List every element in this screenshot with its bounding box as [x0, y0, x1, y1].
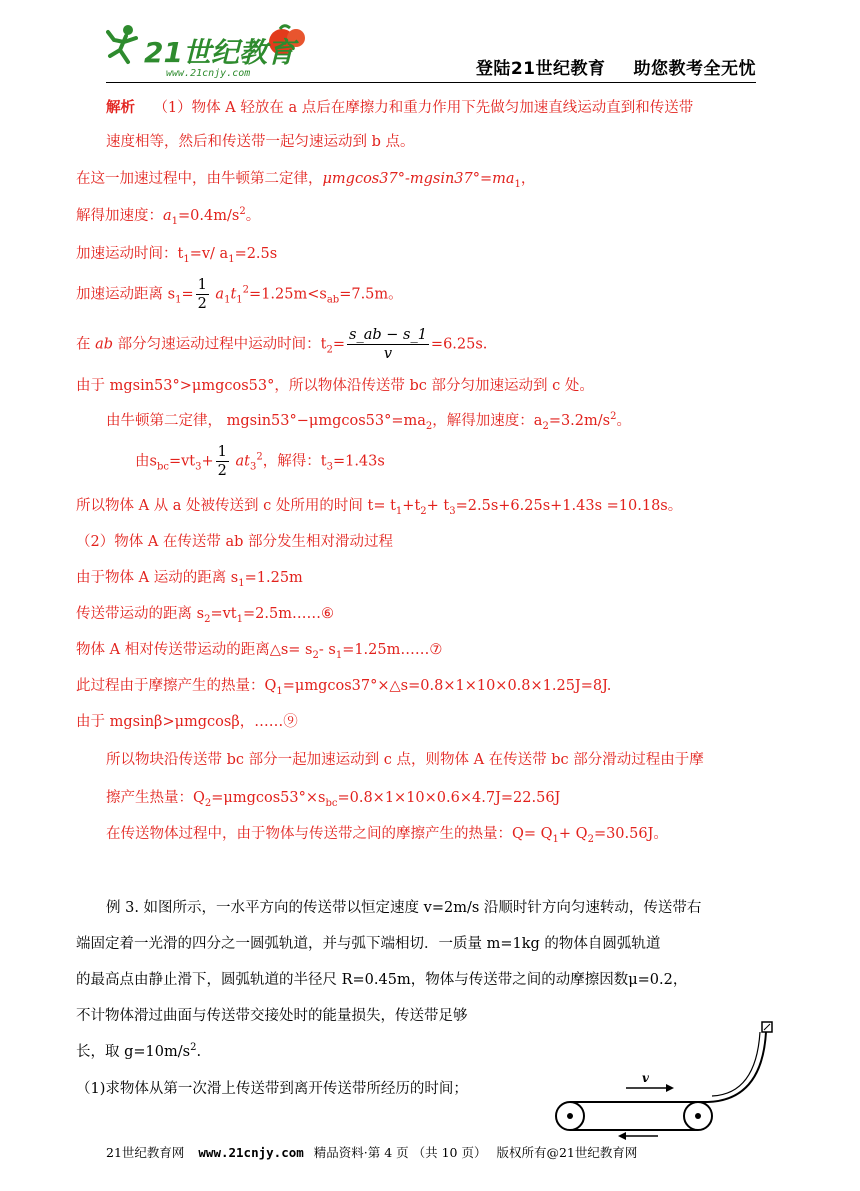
numerator: 1 [217, 444, 227, 460]
footer-page-info: 精品资料·第 4 页 （共 10 页） [313, 1145, 487, 1160]
solution-line-17: 由于 mgsinβ>μmgcosβ，……⑨ [76, 714, 298, 730]
denominator: v [383, 346, 393, 362]
solution-line-10 [135, 443, 385, 480]
header-slogan [476, 54, 756, 79]
text: ，解得：t [262, 453, 327, 470]
subscript: 1 [276, 685, 283, 697]
subscript: 2 [587, 833, 594, 845]
text: 物体 A 相对传送带运动的距离△s= s [76, 642, 313, 658]
subscript: 1 [514, 178, 521, 190]
footer-left: 21世纪教育网 [106, 1145, 185, 1160]
example-line-2: 端固定着一光滑的四分之一圆弧轨道，并与弧下端相切．一质量 m=1kg 的物体自圆弧轨道 [76, 936, 661, 952]
numerator: 1 [197, 277, 207, 293]
subscript: 2 [420, 505, 427, 517]
slogan-right: 助您教考全无忧 [633, 59, 756, 79]
arc-track-inner [712, 1032, 760, 1096]
text: =vt [210, 606, 237, 622]
subscript: 2 [425, 420, 433, 432]
formula: a [210, 286, 225, 303]
logo-url: www.21cnjy.com [166, 68, 251, 79]
text: 在这一加速过程中，由牛顿第二定律， [76, 171, 323, 187]
text: 擦产生热量：Q [106, 790, 205, 806]
text: 解得加速度： [76, 208, 163, 224]
page-footer [106, 1143, 756, 1161]
solution-line-19 [106, 788, 560, 808]
text: =vt [168, 453, 196, 470]
arc-track [708, 1032, 766, 1102]
text: =2.5m……⑥ [242, 606, 334, 622]
solution-line-3 [76, 169, 535, 189]
text: 加速运动距离 s [76, 286, 176, 303]
subscript: ab [326, 294, 340, 306]
superscript: 2 [239, 206, 246, 218]
text: . [196, 1044, 202, 1060]
subscript: 1 [171, 215, 179, 227]
text: + t [426, 498, 450, 514]
subscript: 1 [183, 253, 190, 265]
superscript: 2 [610, 411, 617, 423]
solution-line-15 [76, 640, 442, 660]
denominator: 2 [217, 463, 227, 479]
solution-line-7 [76, 326, 487, 363]
subscript: 1 [238, 577, 245, 589]
text: =2.5s [234, 246, 278, 262]
text: =0.4m/s [178, 208, 240, 224]
subscript: 1 [236, 613, 243, 625]
solution-line-16 [76, 676, 611, 696]
formula: ab [95, 336, 114, 353]
fraction-half [196, 276, 209, 313]
solution-line-18: 所以物块沿传送带 bc 部分一起加速运动到 c 点，则物体 A 在传送带 bc 部分滑动过程由于摩 [106, 752, 704, 768]
subscript: 1 [552, 833, 559, 845]
text: 部分匀速运动过程中运动时间：t [113, 336, 327, 353]
text: =0.8×1×10×0.6×4.7J=22.56J [337, 790, 561, 806]
footer-site-link[interactable]: www.21cnjy.com [198, 1145, 304, 1160]
text: =1.25m……⑦ [342, 642, 443, 658]
solution-part2-title: （2）物体 A 在传送带 ab 部分发生相对滑动过程 [76, 534, 394, 550]
text: ， [520, 171, 536, 187]
example-line-5 [76, 1042, 201, 1062]
text: =1.43s [332, 453, 385, 470]
subscript: bc [156, 461, 169, 473]
denominator: 2 [197, 296, 207, 312]
page-header [106, 20, 756, 84]
text: - s [318, 642, 336, 658]
solution-line-9 [106, 411, 631, 431]
text: =7.5m。 [339, 286, 403, 303]
text: =1.25m<s [249, 286, 327, 303]
text: =μmgcos37°×△s=0.8×1×10×0.8×1.25J=8J. [282, 678, 612, 694]
formula: at [230, 453, 250, 470]
footer-rights: 版权所有@21世纪教育网 [496, 1145, 638, 1160]
subscript: 2 [326, 344, 333, 356]
subscript: 3 [326, 461, 333, 473]
formula: t [230, 286, 237, 303]
text: +t [402, 498, 421, 514]
solution-line-1 [106, 98, 693, 118]
subscript: 3 [250, 461, 257, 473]
text: =30.56J。 [593, 826, 668, 842]
subscript: 1 [236, 294, 243, 306]
solution-line-2: 速度相等，然后和传送带一起匀速运动到 b 点。 [106, 134, 415, 150]
example-line-4: 不计物体滑过曲面与传送带交接处时的能量损失，传送带足够 [76, 1008, 468, 1024]
subscript: 3 [449, 505, 456, 517]
text: =2.5s+6.25s+1.43s =10.18s。 [455, 498, 683, 514]
text: =v/ a [189, 246, 229, 262]
text: 在 [76, 336, 96, 353]
text: 长，取 g=10m/s [76, 1044, 191, 1060]
solution-line-4 [76, 206, 260, 226]
text: （1）物体 A 轻放在 a 点后在摩擦力和重力作用下先做匀加速直线运动直到和传送带 [153, 100, 694, 116]
example-line-1: 例 3. 如图所示，一水平方向的传送带以恒定速度 v=2m/s 沿顺时针方向匀速转动，传送带右 [106, 900, 702, 916]
text: 。 [616, 413, 631, 429]
fraction-half-2 [216, 443, 229, 480]
superscript: 2 [190, 1042, 197, 1054]
subscript: 1 [224, 294, 231, 306]
subscript: 2 [542, 420, 549, 432]
subscript: 1 [175, 294, 182, 306]
solution-line-6 [76, 276, 403, 313]
slogan-left: 登陆21世纪教育 [475, 59, 606, 79]
text: =μmgcos53°×s [211, 790, 326, 806]
text: 此过程由于摩擦产生的热量：Q [76, 678, 277, 694]
text: =1.25m [244, 570, 303, 586]
solution-line-8: 由于 mgsin53°>μmgcos53°，所以物体沿传送带 bc 部分匀加速运动到 c 处。 [76, 378, 594, 394]
text: = [332, 336, 346, 353]
text: + [201, 453, 214, 470]
text: 由牛顿第二定律， mgsin53°−μmgcos53°=ma [106, 413, 426, 429]
fraction-time [347, 326, 429, 363]
superscript: 2 [256, 451, 263, 463]
left-pulley-axle [567, 1113, 573, 1119]
solution-line-11 [76, 496, 682, 516]
logo-text: 21世纪教育 [144, 36, 295, 69]
subscript: 2 [312, 649, 319, 661]
subscript: 1 [395, 505, 403, 517]
solution-line-13 [76, 568, 303, 588]
text: 在传送物体过程中，由于物体与传送带之间的摩擦产生的热量：Q= Q [106, 826, 553, 842]
solution-line-20 [106, 824, 668, 844]
text: 所以物体 A 从 a 处被传送到 c 处所用的时间 t= t [76, 498, 396, 514]
text: 由s [135, 453, 157, 470]
return-arrowhead [618, 1132, 626, 1140]
numerator: s_ab − s_1 [349, 327, 427, 343]
subscript: 3 [195, 461, 202, 473]
text: 传送带运动的距离 s [76, 606, 205, 622]
formula: μmgcos37°-mgsin37°=ma [322, 171, 515, 187]
text: =3.2m/s [548, 413, 611, 429]
site-logo [106, 20, 316, 80]
solution-line-5 [76, 244, 277, 264]
example-line-3: 的最高点由静止滑下，圆弧轨道的半径尺 R=0.45m，物体与传送带之间的动摩擦因数μ=0.2， [76, 972, 688, 988]
subscript: 1 [335, 649, 343, 661]
subscript: bc [325, 797, 338, 809]
velocity-label: v [642, 1071, 649, 1085]
text: + Q [558, 826, 588, 842]
text: =6.25s. [430, 336, 488, 353]
text: = [181, 286, 194, 303]
formula: a [163, 208, 172, 224]
right-pulley-axle [695, 1113, 701, 1119]
example-question-1: （1)求物体从第一次滑上传送带到离开传送带所经历的时间； [76, 1081, 468, 1097]
subscript: 2 [204, 797, 212, 809]
velocity-arrowhead [666, 1084, 674, 1092]
subscript: 2 [204, 613, 211, 625]
text: ，解得加速度：a [432, 413, 543, 429]
text: 由于物体 A 运动的距离 s [76, 570, 239, 586]
solution-line-14 [76, 604, 334, 624]
conveyor-belt-figure [548, 1020, 788, 1140]
text: 加速运动时间：t [76, 246, 184, 262]
subscript: 1 [228, 253, 235, 265]
text: 。 [245, 208, 261, 224]
solution-label: 解析 [106, 99, 135, 116]
header-divider [106, 82, 756, 83]
superscript: 2 [242, 284, 250, 296]
